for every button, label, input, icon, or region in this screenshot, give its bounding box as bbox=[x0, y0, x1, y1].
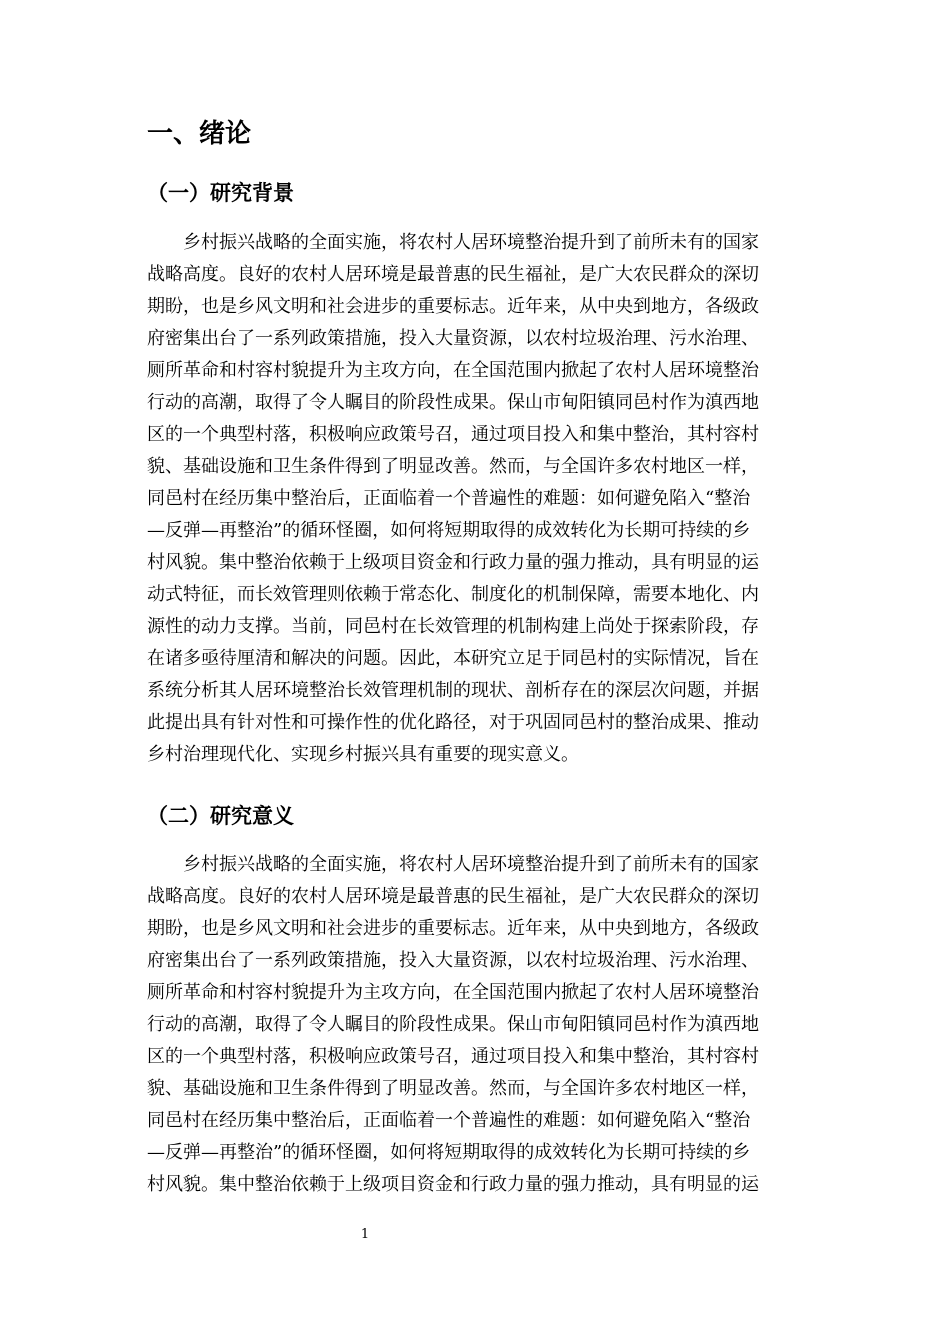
paragraph-line: 源性的动力支撑。当前，同邑村在长效管理的机制构建上尚处于探索阶段，存 bbox=[147, 616, 759, 637]
paragraph-line: 府密集出台了一系列政策措施，投入大量资源，以农村垃圾治理、污水治理、 bbox=[147, 950, 759, 971]
chapter-heading: 一、绪论 bbox=[147, 119, 252, 149]
paragraph-line: 乡村振兴战略的全面实施，将农村人居环境整治提升到了前所未有的国家 bbox=[183, 854, 759, 875]
paragraph-line: 村风貌。集中整治依赖于上级项目资金和行政力量的强力推动，具有明显的运 bbox=[147, 1174, 759, 1195]
paragraph-line: 行动的高潮，取得了令人瞩目的阶段性成果。保山市甸阳镇同邑村作为滇西地 bbox=[147, 1014, 759, 1035]
paragraph-line: 区的一个典型村落，积极响应政策号召，通过项目投入和集中整治，其村容村 bbox=[147, 1046, 759, 1067]
paragraph-line: 厕所革命和村容村貌提升为主攻方向，在全国范围内掀起了农村人居环境整治 bbox=[147, 982, 759, 1003]
paragraph-line: 期盼，也是乡风文明和社会进步的重要标志。近年来，从中央到地方，各级政 bbox=[147, 296, 759, 317]
section-paragraph-significance bbox=[147, 849, 807, 1201]
paragraph-line: 乡村振兴战略的全面实施，将农村人居环境整治提升到了前所未有的国家 bbox=[183, 232, 759, 253]
paragraph-line: 动式特征，而长效管理则依赖于常态化、制度化的机制保障，需要本地化、内 bbox=[147, 584, 759, 605]
section-heading-significance: （二）研究意义 bbox=[147, 804, 294, 828]
paragraph-line: 貌、基础设施和卫生条件得到了明显改善。然而，与全国许多农村地区一样， bbox=[147, 1078, 759, 1099]
paragraph-line: 厕所革命和村容村貌提升为主攻方向，在全国范围内掀起了农村人居环境整治 bbox=[147, 360, 759, 381]
paragraph-line: 同邑村在经历集中整治后，正面临着一个普遍性的难题：如何避免陷入“整治 bbox=[147, 1110, 751, 1131]
section-paragraph-background bbox=[147, 227, 807, 771]
paragraph-line: 同邑村在经历集中整治后，正面临着一个普遍性的难题：如何避免陷入“整治 bbox=[147, 488, 751, 509]
paragraph-line: 战略高度。良好的农村人居环境是最普惠的民生福祉，是广大农民群众的深切 bbox=[147, 886, 759, 907]
paragraph-line: 行动的高潮，取得了令人瞩目的阶段性成果。保山市甸阳镇同邑村作为滇西地 bbox=[147, 392, 759, 413]
paragraph-line: 系统分析其人居环境整治长效管理机制的现状、剖析存在的深层次问题，并据 bbox=[147, 680, 759, 701]
paragraph-line: 区的一个典型村落，积极响应政策号召，通过项目投入和集中整治，其村容村 bbox=[147, 424, 759, 445]
paragraph-line: 期盼，也是乡风文明和社会进步的重要标志。近年来，从中央到地方，各级政 bbox=[147, 918, 759, 939]
section-heading-background: （一）研究背景 bbox=[147, 181, 294, 205]
paragraph-line: 战略高度。良好的农村人居环境是最普惠的民生福祉，是广大农民群众的深切 bbox=[147, 264, 759, 285]
paragraph-line: —反弹—再整治”的循环怪圈，如何将短期取得的成效转化为长期可持续的乡 bbox=[147, 1142, 751, 1163]
page-number: 1 bbox=[360, 1227, 370, 1242]
paragraph-line: 貌、基础设施和卫生条件得到了明显改善。然而，与全国许多农村地区一样， bbox=[147, 456, 759, 477]
paragraph-line: —反弹—再整治”的循环怪圈，如何将短期取得的成效转化为长期可持续的乡 bbox=[147, 520, 751, 541]
paragraph-line: 乡村治理现代化、实现乡村振兴具有重要的现实意义。 bbox=[147, 744, 579, 765]
paragraph-line: 村风貌。集中整治依赖于上级项目资金和行政力量的强力推动，具有明显的运 bbox=[147, 552, 759, 573]
paragraph-line: 此提出具有针对性和可操作性的优化路径，对于巩固同邑村的整治成果、推动 bbox=[147, 712, 759, 733]
paragraph-line: 在诸多亟待厘清和解决的问题。因此，本研究立足于同邑村的实际情况，旨在 bbox=[147, 648, 759, 669]
paragraph-line: 府密集出台了一系列政策措施，投入大量资源，以农村垃圾治理、污水治理、 bbox=[147, 328, 759, 349]
